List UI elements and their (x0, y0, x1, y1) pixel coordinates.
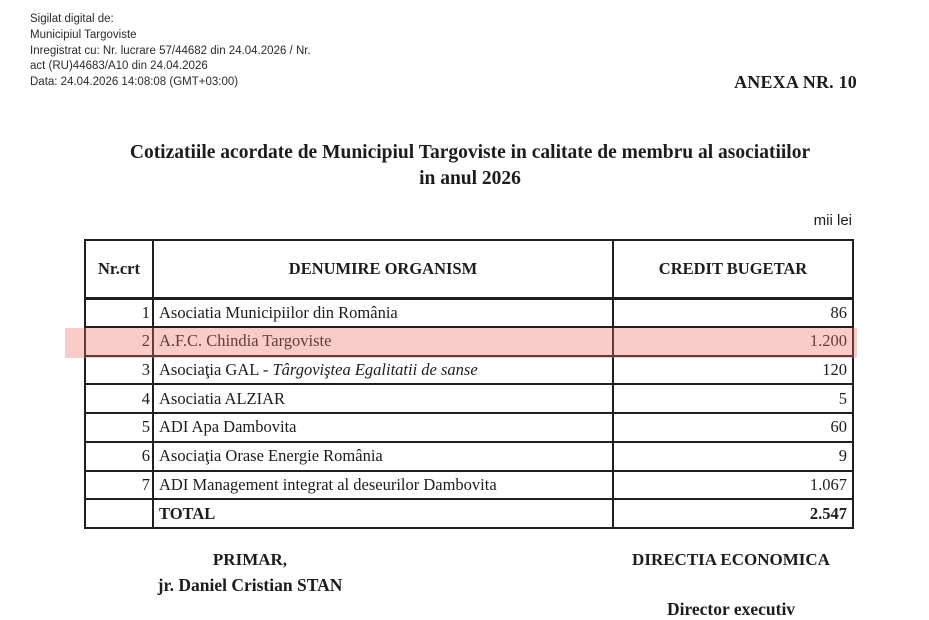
directia-economica-title: DIRECTIA ECONOMICA (632, 550, 830, 569)
row-name-regular: ADI Apa Dambovita (159, 417, 297, 437)
table-row (85, 413, 853, 442)
header-nr-crt: Nr.crt (85, 240, 153, 298)
signature-block-directia-economica (601, 550, 861, 620)
row-name (153, 384, 613, 413)
stamp-line: act (RU)44683/A10 din 24.04.2026 (30, 60, 208, 73)
document-title (20, 140, 920, 192)
table-row (85, 442, 853, 471)
row-credit: 120 (613, 356, 853, 385)
table-row (85, 327, 853, 356)
annex-number-label: ANEXA NR. 10 (734, 72, 857, 92)
row-credit: 60 (613, 413, 853, 442)
row-nr: 5 (85, 413, 153, 442)
stamp-line: Data: 24.04.2026 14:08:08 (GMT+03:00) (30, 76, 239, 89)
row-name-italic: Târgoviştea Egalitatii de sanse (272, 359, 478, 379)
row-name (153, 442, 613, 471)
contributions-table-wrapper (84, 239, 854, 529)
director-executiv-title: Director executiv (666, 599, 796, 619)
row-credit: 86 (613, 298, 853, 327)
row-credit: 5 (613, 384, 853, 413)
table-row (85, 384, 853, 413)
header-denumire-organism: DENUMIRE ORGANISM (153, 240, 613, 298)
row-nr: 1 (85, 298, 153, 327)
row-nr: 2 (85, 327, 153, 356)
table-total-row (85, 499, 853, 528)
table-row (85, 298, 853, 327)
row-name-regular: Asociatia Municipiilor din România (159, 302, 398, 322)
total-label: TOTAL (153, 499, 613, 528)
row-name (153, 327, 613, 356)
row-nr: 3 (85, 356, 153, 385)
row-name (153, 413, 613, 442)
row-name-regular: A.F.C. Chindia Targoviste (159, 331, 332, 351)
row-credit: 1.200 (613, 327, 853, 356)
row-nr: 6 (85, 442, 153, 471)
stamp-line: Inregistrat cu: Nr. lucrare 57/44682 din 24.04.2026 / Nr. (30, 44, 311, 57)
table-row (85, 471, 853, 500)
total-credit-value: 2.547 (613, 499, 853, 528)
row-credit: 1.067 (613, 471, 853, 500)
digital-signature-stamp (30, 12, 311, 91)
table-row (85, 356, 853, 385)
table-body (85, 298, 853, 499)
row-name-regular: ADI Management integrat al deseurilor Dambovita (159, 474, 497, 494)
row-name-regular: Asociaţia Orase Energie România (159, 446, 383, 466)
row-credit: 9 (613, 442, 853, 471)
row-nr: 7 (85, 471, 153, 500)
table-header-row (85, 240, 853, 298)
signature-block-primar (120, 550, 380, 596)
document-title-line1: Cotizatiile acordate de Municipiul Targoviste in calitate de membru al asociatiilor (129, 142, 811, 163)
primar-title: PRIMAR, (212, 550, 288, 569)
header-credit-bugetar: CREDIT BUGETAR (613, 240, 853, 298)
stamp-line: Sigilat digital de: (30, 13, 114, 25)
row-name (153, 298, 613, 327)
contributions-table (84, 239, 854, 529)
primar-name: jr. Daniel Cristian STAN (157, 575, 343, 595)
document-title-line2: in anul 2026 (419, 168, 521, 189)
row-name (153, 356, 613, 385)
row-name-regular: Asociatia ALZIAR (159, 388, 286, 408)
stamp-line: Municipiul Targoviste (30, 28, 137, 41)
currency-unit-label: mii lei (813, 212, 852, 229)
row-name (153, 471, 613, 500)
row-nr: 4 (85, 384, 153, 413)
total-empty-cell (85, 499, 153, 528)
row-name-regular: Asociaţia GAL - (159, 359, 273, 379)
